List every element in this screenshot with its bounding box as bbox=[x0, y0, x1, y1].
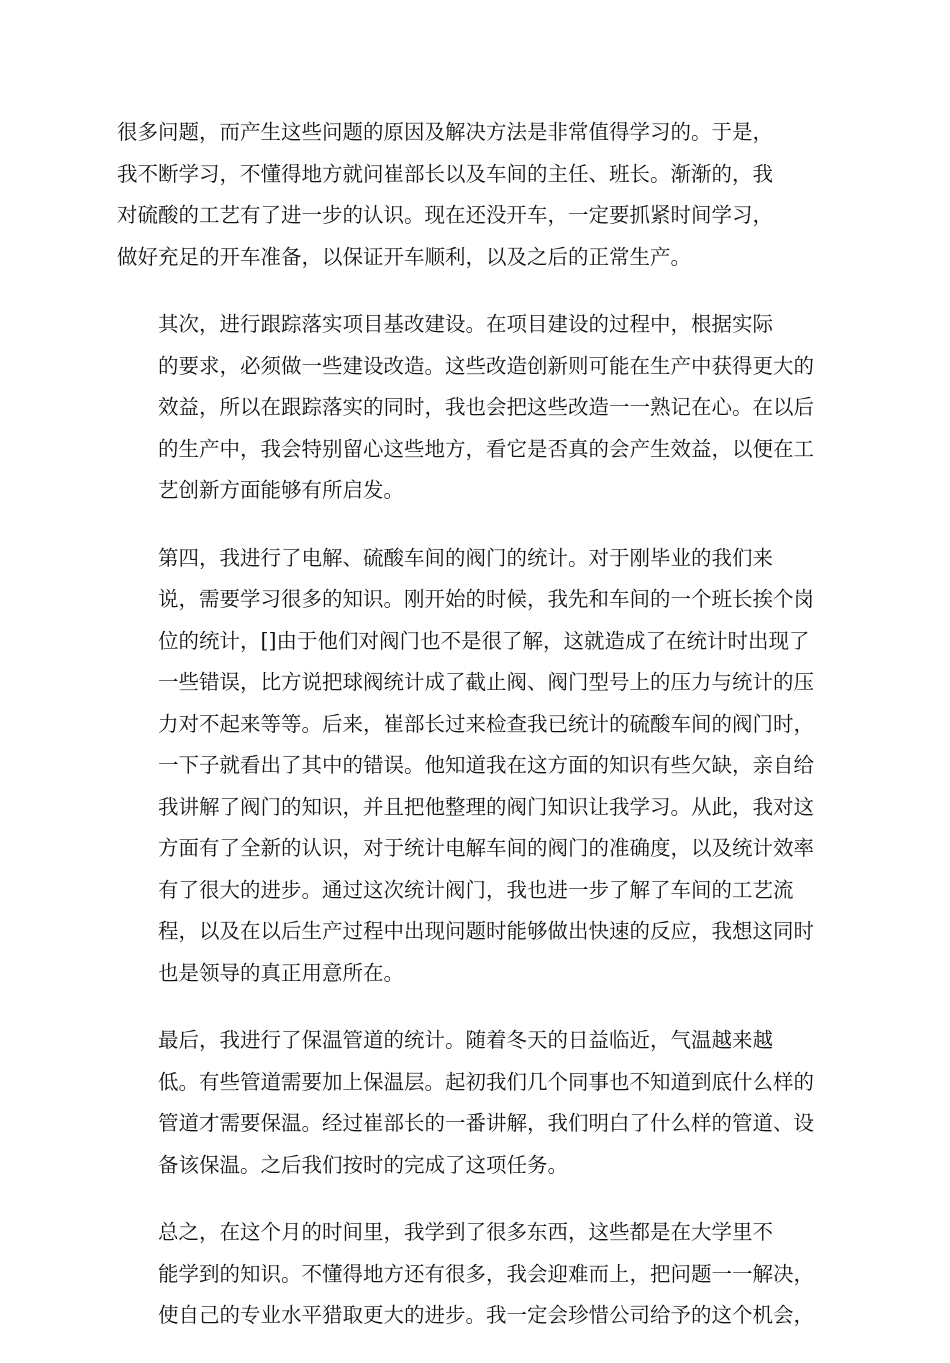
text-line: 管道才需要保温。经过崔部长的一番讲解，我们明白了什么样的管道、设 bbox=[158, 1111, 814, 1135]
text-line: 一下子就看出了其中的错误。他知道我在这方面的知识有些欠缺，亲自给 bbox=[158, 753, 814, 777]
paragraph-valve-statistics bbox=[117, 538, 833, 995]
text-line: 方面有了全新的认识，对于统计电解车间的阀门的准确度，以及统计效率 bbox=[158, 836, 814, 860]
paragraph-summary bbox=[117, 1212, 833, 1337]
text-line: 一些错误，比方说把球阀统计成了截止阀、阀门型号上的压力与统计的压 bbox=[158, 670, 814, 694]
text-line: 其次，进行跟踪落实项目基改建设。在项目建设的过程中，根据实际 bbox=[158, 312, 773, 336]
text-line: 备该保温。之后我们按时的完成了这项任务。 bbox=[158, 1152, 568, 1177]
paragraph-project-construction bbox=[117, 304, 833, 512]
text-line: 对硫酸的工艺有了进一步的认识。现在还没开车，一定要抓紧时间学习， bbox=[117, 203, 773, 227]
text-line: 很多问题，而产生这些问题的原因及解决方法是非常值得学习的。于是， bbox=[117, 120, 773, 144]
text-line: 的生产中，我会特别留心这些地方，看它是否真的会产生效益，以便在工 bbox=[158, 436, 814, 461]
text-line: 我不断学习，不懂得地方就问崔部长以及车间的主任、班长。渐渐的，我 bbox=[117, 161, 773, 186]
text-line: 说，需要学习很多的知识。刚开始的时候，我先和车间的一个班长挨个岗 bbox=[158, 587, 814, 611]
text-line: 艺创新方面能够有所启发。 bbox=[158, 478, 404, 502]
text-line: 低。有些管道需要加上保温层。起初我们几个同事也不知道到底什么样的 bbox=[158, 1069, 814, 1094]
text-line: 总之，在这个月的时间里，我学到了很多东西，这些都是在大学里不 bbox=[158, 1220, 773, 1244]
paragraph-continuation bbox=[117, 112, 833, 278]
text-line: 使自己的专业水平猎取更大的进步。我一定会珍惜公司给予的这个机会， bbox=[158, 1303, 814, 1327]
text-line: 最后，我进行了保温管道的统计。随着冬天的日益临近，气温越来越 bbox=[158, 1028, 773, 1052]
text-line: 效益，所以在跟踪落实的同时，我也会把这些改造一一熟记在心。在以后 bbox=[158, 395, 814, 419]
document-body bbox=[117, 112, 833, 1363]
text-line: 我讲解了阀门的知识，并且把他整理的阀门知识让我学习。从此，我对这 bbox=[158, 794, 814, 819]
text-line: 程，以及在以后生产过程中出现问题时能够做出快速的反应，我想这同时 bbox=[158, 919, 814, 943]
text-line: 位的统计，[]由于他们对阀门也不是很了解，这就造成了在统计时出现了 bbox=[158, 628, 810, 653]
text-line: 力对不起来等等。后来，崔部长过来检查我已统计的硫酸车间的阀门时， bbox=[158, 711, 814, 736]
paragraph-insulation-pipes bbox=[117, 1020, 833, 1186]
text-line: 做好充足的开车准备，以保证开车顺利，以及之后的正常生产。 bbox=[117, 244, 691, 269]
text-line: 第四，我进行了电解、硫酸车间的阀门的统计。对于刚毕业的我们来 bbox=[158, 545, 773, 570]
text-line: 也是领导的真正用意所在。 bbox=[158, 960, 404, 985]
text-line: 能学到的知识。不懂得地方还有很多，我会迎难而上，把问题一一解决， bbox=[158, 1261, 814, 1286]
text-line: 有了很大的进步。通过这次统计阀门，我也进一步了解了车间的工艺流 bbox=[158, 877, 794, 902]
text-line: 的要求，必须做一些建设改造。这些改造创新则可能在生产中获得更大的 bbox=[158, 353, 814, 378]
